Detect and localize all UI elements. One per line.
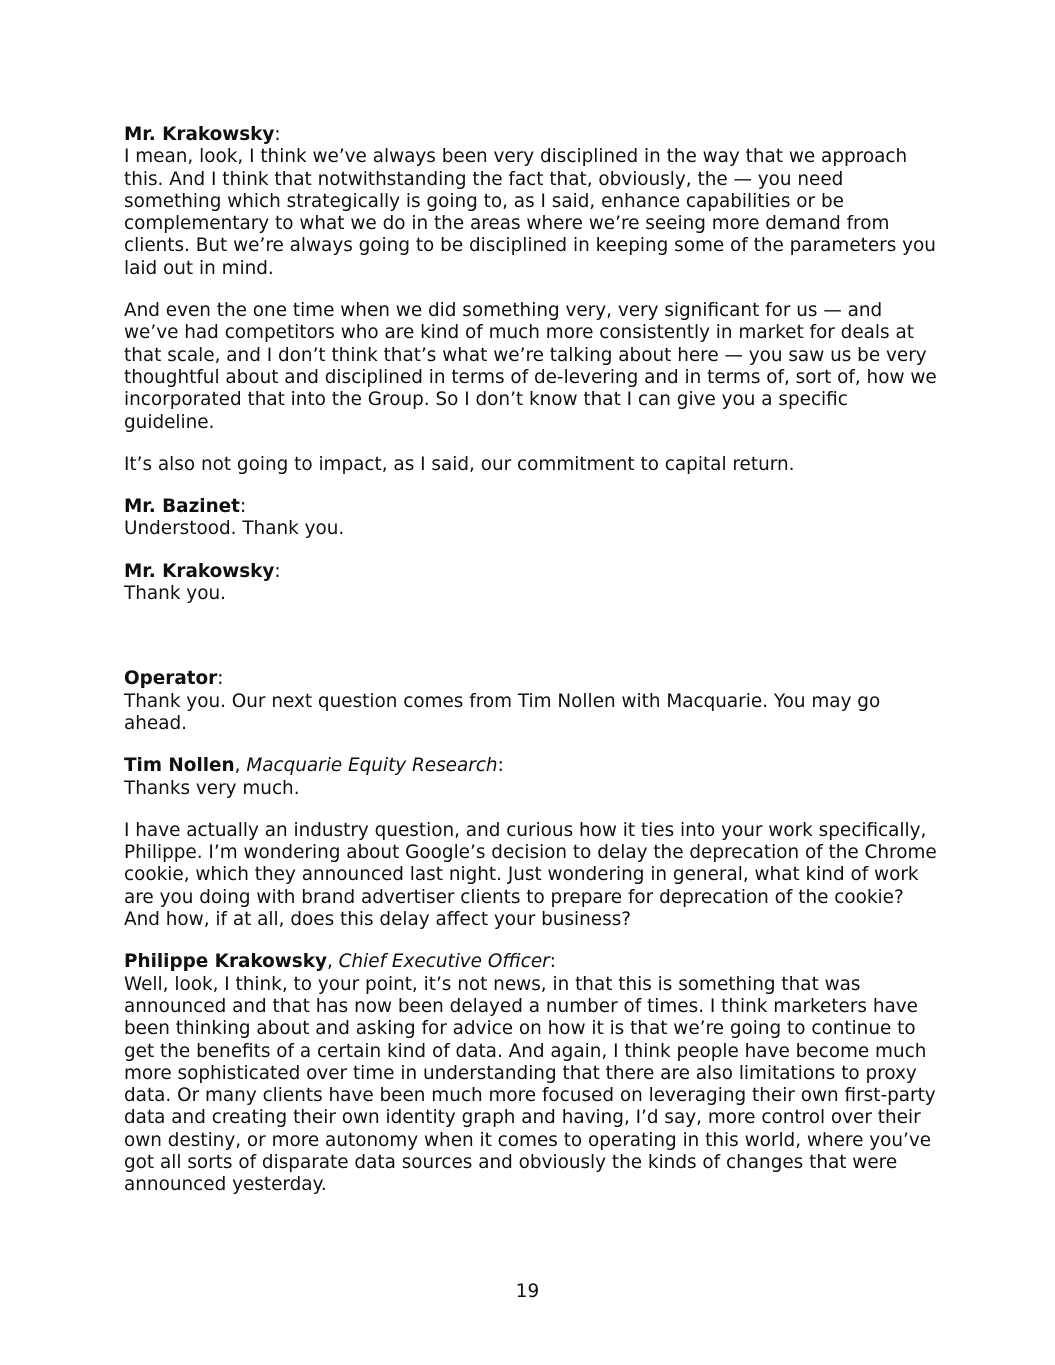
speaker-block (124, 951, 939, 1196)
speaker-block (124, 561, 939, 606)
speaker-heading: Mr. Krakowsky: (124, 124, 281, 145)
speaker-block (124, 496, 939, 541)
paragraph: Well, look, I think, to your point, it’s not news, in that this is something that was announced and that has now been delayed a number of times. I think marketers have been thinking about and asking for advice on how it is that we’re going to continue to get the benefits of a certain kind of data. And again, I think people have become much more sophisticated over time in understanding that there are also limitations to proxy data. Or many clients have been much more focused on leveraging their own first-party data and creating their own identity graph and having, I’d say, more control over their own destiny, or more autonomy when it comes to operating in this world, where you’ve got all sorts of disparate data sources and obviously the kinds of changes that were announced yesterday. (124, 973, 936, 1196)
speaker-name: Mr. Krakowsky (124, 124, 275, 145)
paragraph: And even the one time when we did something very, very significant for us — and we’ve had competitors who are kind of much more consistently in market for deals at that scale, and I don’t think that’s what we’re talking about here — you saw us be very thoughtful about and disciplined in terms of de-levering and in terms of, sort of, how we incorporated that into the Group. So I don’t know that I can give you a specific guideline. (124, 300, 937, 433)
speaker-block (124, 755, 939, 800)
paragraph-block (124, 300, 939, 434)
speaker-heading: Operator: (124, 668, 224, 690)
speaker-name: Mr. Bazinet (124, 496, 240, 518)
speaker-heading: Mr. Bazinet: (124, 496, 247, 518)
page-number: 19 (515, 1281, 540, 1302)
speaker-block (124, 668, 939, 735)
speaker-affiliation: Macquarie Equity Research (246, 755, 498, 777)
speaker-heading: Mr. Krakowsky: (124, 560, 281, 582)
paragraph-block (124, 820, 939, 931)
speaker-heading: Philippe Krakowsky, Chief Executive Officer: (124, 951, 556, 973)
speaker-name: Operator (124, 668, 218, 690)
paragraph: Thank you. (124, 583, 226, 605)
speaker-name: Philippe Krakowsky (124, 951, 327, 973)
speaker-block (124, 124, 939, 280)
paragraph: I mean, look, I think we’ve always been very disciplined in the way that we approach this. And I think that notwithstanding the fact that, obviously, the — you need something which strategically is going to, as I said, enhance capabilities or be complementary to what we do in the areas where we’re seeing more demand from clients. But we’re always going to be disciplined in keeping some of the parameters you laid out in mind. (124, 146, 936, 279)
paragraph: Thank you. Our next question comes from Tim Nollen with Macquarie. You may go ahead. (124, 690, 881, 734)
paragraph: I have actually an industry question, and curious how it ties into your work specifically, Philippe. I’m wondering about Google’s decision to delay the deprecation of the Chrome cookie, which they announced last night. Just wondering in general, what kind of work are you doing with brand advertiser clients to prepare for deprecation of the cookie? And how, if at all, does this delay affect your business? (124, 819, 937, 931)
speaker-heading: Tim Nollen, Macquarie Equity Research: (124, 755, 504, 777)
speaker-name: Mr. Krakowsky (124, 560, 275, 582)
speaker-affiliation: Chief Executive Officer (338, 951, 550, 973)
speaker-name: Tim Nollen (124, 755, 235, 777)
transcript-body (124, 124, 939, 1217)
paragraph: It’s also not going to impact, as I said, our commitment to capital return. (124, 453, 795, 475)
paragraph: Understood. Thank you. (124, 518, 345, 540)
paragraph-block (124, 454, 939, 476)
section-gap (124, 605, 939, 668)
paragraph: Thanks very much. (124, 777, 300, 799)
